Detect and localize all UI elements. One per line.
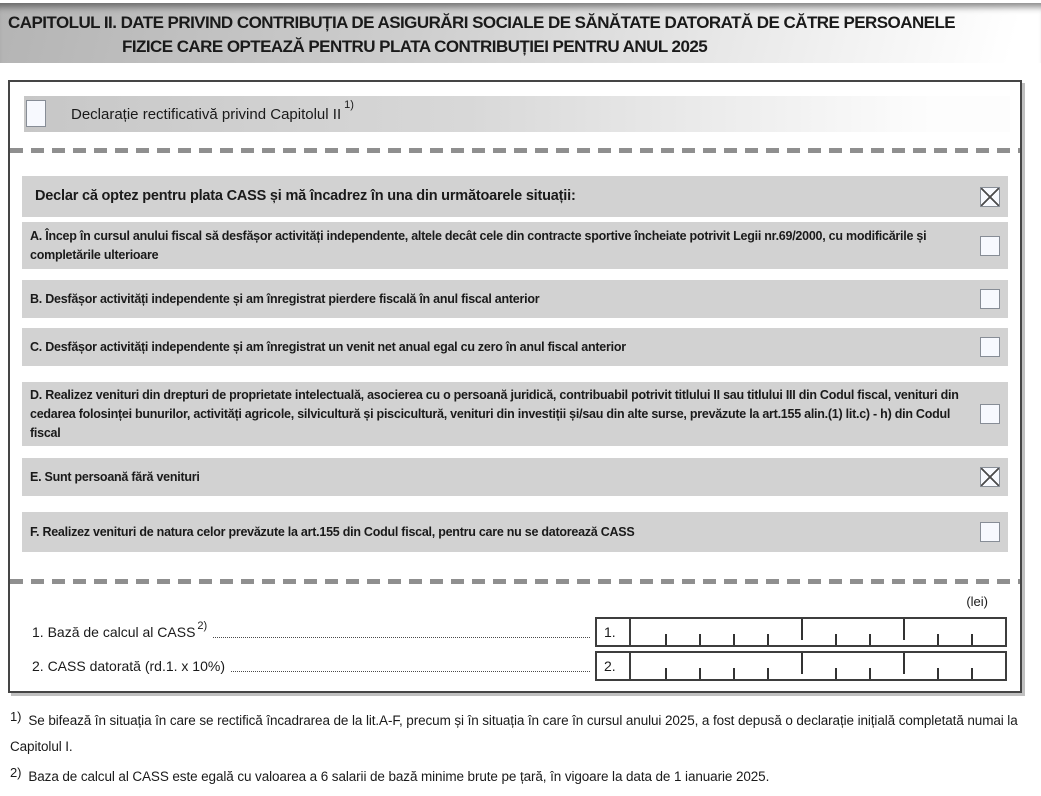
option-e-checkbox[interactable] [980, 467, 1000, 487]
option-f-label: F. Realizez venituri de natura celor prevăzute la art.155 din Codul fiscal, pentru care nu se datorează CASS [30, 524, 635, 539]
digit-separator-tick [801, 619, 803, 640]
rectificative-label [71, 99, 354, 123]
option-a-label: A. Încep în cursul anului fiscal să desfășor activități independente, altele decât cele din contracte sportive încheiate potrivit Legii nr.69/2000, cu modificările și completările ulterioare [30, 229, 927, 262]
digit-separator-tick [835, 668, 837, 679]
option-intro-checkbox[interactable] [980, 187, 1000, 207]
digit-separator-tick [835, 634, 837, 645]
rectificative-row [24, 96, 1010, 132]
digit-separator-tick [937, 634, 939, 645]
digit-separator-tick [971, 634, 973, 645]
option-row-intro [22, 176, 1008, 217]
option-f-checkbox[interactable] [980, 522, 1000, 542]
option-intro-label: Declar că optez pentru plata CASS și mă încadrez în una din următoarele situații: [35, 188, 576, 204]
rectificative-label-text: Declarație rectificativă privind Capitolul II [71, 106, 342, 123]
dashed-separator-top [10, 148, 1020, 153]
footnote-2-ref: 2) [10, 765, 22, 780]
chapter-body-box [8, 80, 1022, 693]
cass-due-input[interactable] [631, 653, 1005, 679]
digit-separator-tick [903, 653, 905, 674]
digit-separator-tick [869, 668, 871, 679]
option-row-d [22, 382, 1008, 446]
digit-separator-tick [699, 668, 701, 679]
option-c-label: C. Desfășor activități independente și am înregistrat un venit net anual egal cu zero în anul fiscal anterior [30, 339, 626, 354]
footnote-1-ref: 1) [10, 709, 22, 724]
option-d-checkbox[interactable] [980, 404, 1000, 424]
cass-due-row-number: 2. [597, 653, 631, 679]
cass-base-label: 1. Bază de calcul al CASS [32, 624, 196, 640]
chapter-header [0, 3, 1041, 63]
cass-base-input[interactable] [631, 619, 1005, 645]
chapter-title-line1: CAPITOLUL II. DATE PRIVIND CONTRIBUȚIA DE ASIGURĂRI SOCIALE DE SĂNĂTATE DATORATĂ DE CĂTRE PERSOANELE [8, 13, 956, 32]
option-e-label: E. Sunt persoană fără venituri [30, 469, 200, 484]
cass-due-field [595, 651, 1007, 681]
option-row-c [22, 328, 1008, 366]
dotted-leader [231, 670, 590, 672]
option-c-checkbox[interactable] [980, 337, 1000, 357]
option-row-b [22, 280, 1008, 318]
footnote-1 [10, 708, 1032, 760]
footnote-2 [10, 764, 1032, 790]
digit-separator-tick [869, 634, 871, 645]
footnote-ref-2-marker: 2) [197, 620, 208, 632]
option-d-label: D. Realizez venituri din drepturi de proprietate intelectuală, asocierea cu o persoană juridică, contribuabil potrivit titlului II sau titlului III din Codul fiscal, venituri din cedarea folosinței bunurilor, activități agricole, silvicultură și piscicultură, venituri din investiții și/sau din alte surse, prevăzute la art.155 alin.(1) lit.c) - h) din Codul fiscal [30, 388, 959, 440]
digit-separator-tick [699, 634, 701, 645]
cass-base-row-number: 1. [597, 619, 631, 645]
option-row-e [22, 458, 1008, 496]
footnote-ref-1-marker: 1) [344, 99, 354, 111]
dashed-separator-bottom [10, 579, 1020, 584]
digit-separator-tick [801, 653, 803, 674]
currency-label: (lei) [966, 594, 988, 609]
digit-separator-tick [733, 668, 735, 679]
chapter-title-line2: FIZICE CARE OPTEAZĂ PENTRU PLATA CONTRIBUȚIEI PENTRU ANUL 2025 [122, 37, 708, 56]
rectificative-checkbox[interactable] [26, 100, 46, 127]
cass-base-label-row [32, 617, 594, 647]
digit-separator-tick [971, 668, 973, 679]
cass-base-field [595, 617, 1007, 647]
digit-separator-tick [733, 634, 735, 645]
digit-separator-tick [767, 634, 769, 645]
dotted-leader [213, 636, 590, 638]
option-row-a [22, 222, 1008, 269]
option-row-f [22, 512, 1008, 552]
footnote-1-text: Se bifează în situația în care se rectifică încadrarea de la lit.A-F, precum și în situația în care în cursul anului 2025, a fost depusă o declarație inițială completată numai la Capitolul I. [10, 713, 1018, 754]
digit-separator-tick [937, 668, 939, 679]
cass-due-label-row [32, 651, 594, 681]
digit-separator-tick [665, 668, 667, 679]
digit-separator-tick [665, 634, 667, 645]
option-a-checkbox[interactable] [980, 236, 1000, 256]
option-b-checkbox[interactable] [980, 289, 1000, 309]
footnote-2-text: Baza de calcul al CASS este egală cu valoarea a 6 salarii de bază minime brute pe țară, în vigoare la data de 1 ianuarie 2025. [28, 769, 770, 784]
digit-separator-tick [767, 668, 769, 679]
digit-separator-tick [903, 619, 905, 640]
cass-due-label: 2. CASS datorată (rd.1. x 10%) [32, 658, 225, 674]
option-b-label: B. Desfășor activități independente și am înregistrat pierdere fiscală în anul fiscal anterior [30, 291, 540, 306]
